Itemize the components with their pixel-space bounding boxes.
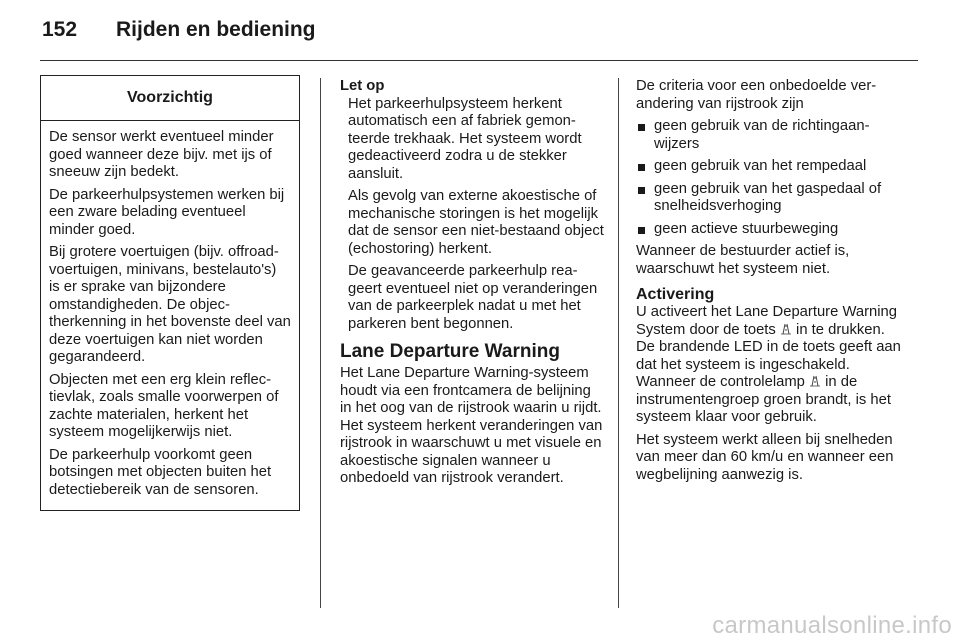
page-header	[42, 18, 316, 42]
caution-paragraph: De parkeerhulp voorkomt geen botsingen met objecten buiten het detectiebereik van de sensoren.	[49, 446, 272, 498]
bullet-square-icon	[638, 124, 645, 131]
column-right	[636, 78, 906, 489]
list-item: geen gebruik van het rempedaal	[636, 158, 906, 176]
bullet-square-icon	[638, 187, 645, 194]
note-paragraph: Het parkeerhulpsysteem herkent automatisch een af fabriek gemonteerde trekhaak. Het systeem wordt gedeactiveerd zodra u de stekker aansluit.	[348, 95, 582, 182]
note-paragraph: De geavanceerde parkeerhulp reageert eventueel niet op veranderingen van de parkeerplek nadat u met het parkeren bent begonnen.	[348, 263, 598, 332]
column-divider	[618, 78, 619, 608]
list-item: geen actieve stuurbeweging	[636, 221, 906, 239]
note-label: Let op	[340, 78, 385, 94]
caution-body	[41, 121, 299, 499]
column-divider	[320, 78, 321, 608]
note-paragraph: Als gevolg van externe akoestische of mechanische storingen is het mogelijk dat de sensor een niet-bestaand object (echostoring) herkent.	[348, 188, 604, 257]
watermark: carmanualsonline.info	[712, 612, 952, 639]
criteria-list	[636, 118, 906, 238]
activation-speed-paragraph: Het systeem werkt alleen bij snelheden van meer dan 60 km/u en wanneer een wegbelijning aanwezig is.	[636, 431, 894, 483]
page-title: Rijden en bediening	[116, 18, 316, 41]
bullet-square-icon	[638, 164, 645, 171]
activation-heading: Activering	[636, 286, 715, 303]
caution-title: Voorzichtig	[41, 76, 299, 121]
activation-paragraph: U activeert het Lane Departure Warning System door de toets in te drukken. De brandende LED in de toets geeft aan dat het systeem is ingeschakeld. Wanneer de controlelamp in de instrumentengroep groen brandt, is het systeem klaar voor gebruik.	[636, 304, 901, 425]
lane-departure-icon	[809, 375, 821, 387]
note-body	[340, 96, 605, 334]
lane-departure-heading: Lane Departure Warning	[340, 341, 560, 362]
header-rule	[40, 60, 918, 61]
list-item: geen gebruik van het gaspedaal of snelheidsverhoging	[636, 181, 906, 216]
caution-paragraph: De sensor werkt eventueel minder goed wanneer deze bijv. met ijs of sneeuw zijn bedekt.	[49, 129, 274, 180]
bullet-square-icon	[638, 227, 645, 234]
criteria-intro: De criteria voor een onbedoelde verandering van rijstrook zijn	[636, 78, 877, 112]
lane-departure-icon	[780, 323, 792, 335]
list-item: geen gebruik van de richtingaanwijzers	[636, 118, 906, 153]
caution-box	[40, 75, 300, 511]
page-number: 152	[42, 18, 78, 41]
column-middle	[340, 78, 605, 493]
no-warning-text: Wanneer de bestuurder actief is, waarschuwt het systeem niet.	[636, 243, 850, 277]
caution-paragraph: Bij grotere voertuigen (bijv. offroad-voertuigen, minivans, bestelauto's) is er sprake van bijzondere omstandigheden. De objectherkenning in het bovenste deel van deze voertuigen kan niet worden gegarandeerd.	[49, 244, 291, 365]
caution-paragraph: De parkeerhulpsystemen werken bij een zware belading eventueel minder goed.	[49, 186, 285, 238]
caution-paragraph: Objecten met een erg klein reflectievlak, zoals smalle voorwerpen of zachte materialen, herkent het systeem mogelijkerwijs niet.	[49, 371, 279, 440]
lane-departure-intro: Het Lane Departure Warning-systeem houdt via een frontcamera de belijning in het oog van de rijstrook waarin u rijdt. Het systeem herkent veranderingen van rijstrook in waarschuwt u met visuele en akoestische signalen wanneer u onbedoeld van rijstrook verandert.	[340, 365, 603, 486]
